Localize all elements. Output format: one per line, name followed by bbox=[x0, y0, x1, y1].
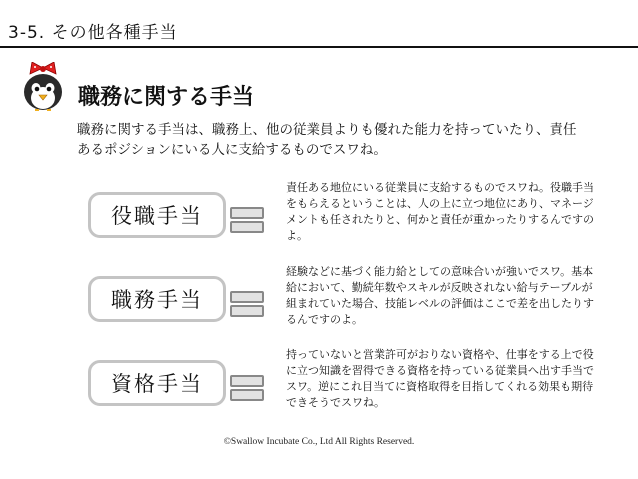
intro-paragraph: 職務に関する手当は、職務上、他の従業員よりも優れた能力を持っていたり、責任あるポジションにいる人に支給するものでスワね。 bbox=[77, 122, 577, 158]
allowance-description: 経験などに基づく能力給としての意味合いが強いでスワ。基本給において、勤続年数やスキルが反映されない給与テーブルが組まれていた場合、技能レベルの評価はここで差を出したりするんですのよ。 bbox=[286, 265, 594, 326]
allowance-label-box: 資格手当 bbox=[88, 360, 226, 406]
swallow-mascot-icon bbox=[20, 62, 66, 114]
allowance-description: 持っていないと営業許可がおりない資格や、仕事をする上で役に立つ知識を習得できる資格を持っている従業員へ出す手当でスワ。逆にこれ目当てに資格取得を目指してくれる効果も期待できそうでスワね。 bbox=[286, 348, 594, 409]
equals-icon bbox=[230, 291, 264, 317]
page-title: 3-5. その他各種手当 bbox=[8, 23, 178, 43]
allowance-label-box: 役職手当 bbox=[88, 192, 226, 238]
section-heading: 職務に関する手当 bbox=[78, 85, 255, 110]
equals-icon bbox=[230, 207, 264, 233]
title-divider bbox=[0, 46, 638, 48]
allowance-description: 責任ある地位にいる従業員に支給するものでスワね。役職手当をもらえるということは、人の上に立つ地位にあり、マネージメントも任されたりと、何かと責任が重かったりするんですのよ。 bbox=[286, 181, 594, 242]
copyright-footer: ©Swallow Incubate Co., Ltd All Rights Reserved. bbox=[223, 437, 415, 447]
allowance-label-box: 職務手当 bbox=[88, 276, 226, 322]
equals-icon bbox=[230, 375, 264, 401]
